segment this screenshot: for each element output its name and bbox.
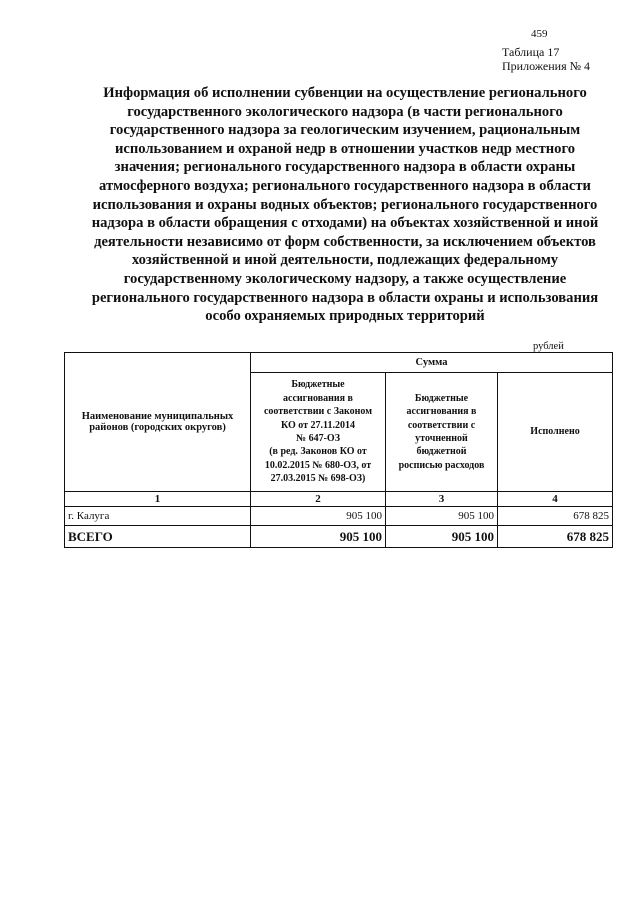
title-line: атмосферного воздуха; регионального государственного надзора в области <box>99 177 591 194</box>
page-number: 459 <box>531 28 548 40</box>
budget-schedule-value: 905 100 <box>386 507 498 526</box>
subvention-table <box>64 352 613 548</box>
title-line: Информация об исполнении субвенции на осуществление регионального <box>103 85 587 101</box>
title-line: значения; регионального государственного надзора в области охраны <box>114 159 576 176</box>
column-number: 4 <box>498 492 613 507</box>
header-budget-law: Бюджетные ассигнования в соответствии с Законом КО от 27.11.2014 № 647-ОЗ (в ред. Законов КО от 10.02.2015 № 680-ОЗ, от 27.03.2015 № 698-ОЗ) <box>251 373 386 492</box>
title-line: деятельности независимо от форм собственности, за исключением объектов <box>94 233 596 250</box>
budget-law-value: 905 100 <box>251 507 386 526</box>
municipality-name: г. Калуга <box>65 507 251 526</box>
header-budget-schedule: Бюджетные ассигнования в соответствии с уточненной бюджетной росписью расходов <box>386 373 498 492</box>
header-sum: Сумма <box>251 353 613 373</box>
executed-value: 678 825 <box>498 507 613 526</box>
column-number-row <box>65 492 613 507</box>
header-executed: Исполнено <box>498 373 613 492</box>
column-number: 2 <box>251 492 386 507</box>
total-budget-law: 905 100 <box>251 526 386 548</box>
title-line: надзора в области обращения с отходами) на объектах хозяйственной и иной <box>91 215 599 232</box>
column-number: 3 <box>386 492 498 507</box>
appendix-label: Приложения № 4 <box>502 59 591 73</box>
title-line: использованием и охраной недр в отношении участков недр местного <box>114 140 576 157</box>
title-line: государственного экологического надзора (в части регионального <box>127 103 563 120</box>
title-line: регионального государственного надзора в области охраны и использования <box>91 289 599 306</box>
header-municipality: Наименование муниципальных районов (городских округов) <box>65 353 251 492</box>
document-title <box>60 84 630 326</box>
title-line: особо охраняемых природных территорий <box>205 308 485 325</box>
total-label: ВСЕГО <box>65 526 251 548</box>
table-row <box>65 507 613 526</box>
total-budget-schedule: 905 100 <box>386 526 498 548</box>
table-reference <box>502 45 590 73</box>
table-label: Таблица 17 <box>502 45 560 59</box>
total-executed: 678 825 <box>498 526 613 548</box>
title-line: государственному экологическому надзору, а также осуществление <box>123 270 567 287</box>
title-line: использования и охраны водных объектов; регионального государственного <box>92 196 598 213</box>
title-line: государственного надзора за геологическим изучением, рациональным <box>109 122 581 139</box>
currency-unit: рублей <box>533 341 564 352</box>
column-number: 1 <box>65 492 251 507</box>
total-row <box>65 526 613 548</box>
title-line: хозяйственной и иной деятельности, подлежащих федеральному <box>131 252 559 269</box>
